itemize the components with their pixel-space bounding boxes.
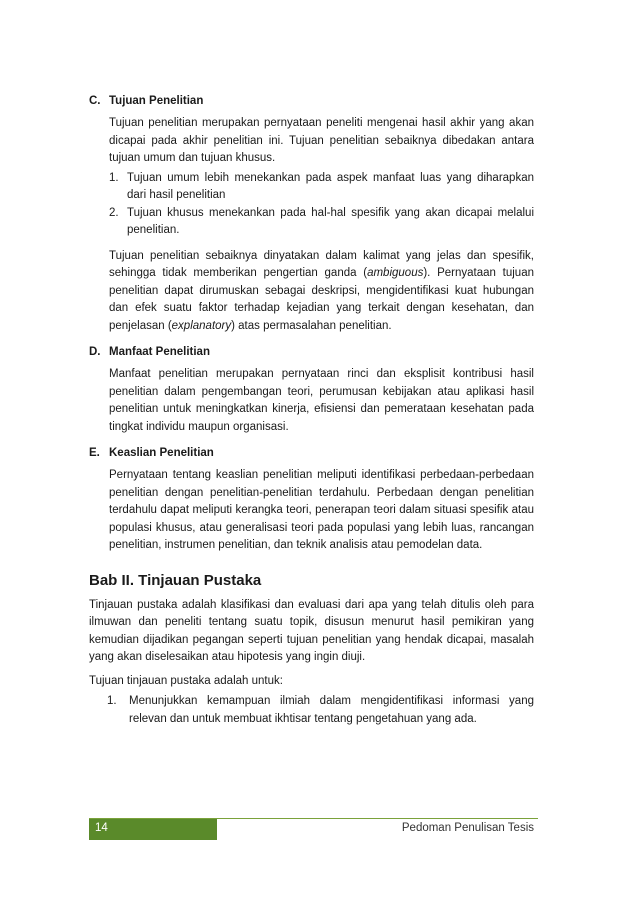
list-number: 2.	[109, 206, 119, 219]
text-run: Tujuan penelitian sebaiknya dinyatakan dalam kalimat yang jelas dan spesifik, sehingga tidak memberikan pengertian ganda (	[109, 249, 534, 279]
paragraph: Pernyataan tentang keaslian penelitian meliputi identifikasi perbedaan-perbedaan penelitian dengan penelitian-penelitian terdahulu. Perbedaan dengan penelitian terdahulu dapat meliputi kerangka teori, penerapan teori dalam situasi spesifik atau populasi khusus, atau generalisasi teori pada populasi yang lebih luas, rancangan penelitian, instrumen penelitian, dan teknik analisis atau pemodelan data.	[109, 469, 534, 551]
section-letter: E.	[89, 447, 100, 459]
section-keaslian-penelitian	[89, 446, 534, 555]
list-item	[89, 205, 534, 240]
italic-term: ambiguous	[367, 267, 424, 279]
section-body	[109, 366, 534, 436]
section-title: Manfaat Penelitian	[109, 346, 210, 358]
paragraph: Tujuan tinjauan pustaka adalah untuk:	[89, 674, 283, 687]
text-run: ) atas permasalahan penelitian.	[231, 319, 392, 332]
section-letter: C.	[89, 95, 101, 107]
section-title: Tujuan Penelitian	[109, 95, 204, 107]
page-number-box	[89, 819, 217, 840]
list-number: 1.	[107, 695, 117, 707]
section-body	[109, 248, 534, 336]
footer-title: Pedoman Penulisan Tesis	[401, 822, 534, 834]
section-heading	[89, 446, 534, 461]
page-number: 14	[95, 822, 108, 834]
section-heading	[89, 345, 534, 360]
section-body	[109, 467, 534, 555]
paragraph: Manfaat penelitian merupakan pernyataan rinci dan eksplisit kontribusi hasil penelitian dalam pengembangan teori, perumusan kebijakan atau aplikasi hasil penelitian untuk meningkatkan kinerja, efisiensi dan pemerataan kesehatan pada tingkat individu maupun organisasi.	[109, 368, 534, 433]
paragraph	[109, 248, 534, 336]
numbered-list	[89, 170, 534, 240]
section-heading	[89, 94, 534, 109]
list-text: Tujuan khusus menekankan pada hal-hal spesifik yang akan dicapai melalui penelitian.	[127, 206, 534, 236]
section-title: Keaslian Penelitian	[109, 447, 214, 459]
section-letter: D.	[89, 346, 101, 358]
text-run: ). Pernyataan tujuan penelitian dapat dirumuskan sebagai deskripsi, mengidentifikasi kuat hubungan dan efek suatu faktor terhadap kejadian yang terkait dengan kesehatan, dan penjelasan (	[109, 267, 534, 332]
section-manfaat-penelitian	[89, 345, 534, 436]
page-content	[89, 94, 534, 728]
section-tujuan-penelitian	[89, 94, 534, 335]
paragraph: Tinjauan pustaka adalah klasifikasi dan evaluasi dari apa yang telah ditulis oleh para ilmuwan dan peneliti tentang suatu topik, disusun menurut hasil pemikiran yang kemudian dijadikan pegangan seperti tujuan penelitian yang hendak dicapai, masalah yang akan diselesaikan atau hipotesis yang ingin diuji.	[89, 598, 534, 663]
paragraph: Tujuan penelitian merupakan pernyataan peneliti mengenai hasil akhir yang akan dicapai pada akhir penelitian ini. Tujuan penelitian sebaiknya dibedakan antara tujuan umum dan tujuan khusus.	[109, 117, 534, 164]
list-text: Menunjukkan kemampuan ilmiah dalam mengidentifikasi informasi yang relevan dan untuk membuat ikhtisar tentang pengetahuan yang ada.	[129, 695, 534, 725]
list-item	[89, 170, 534, 205]
list-text: Tujuan umum lebih menekankan pada aspek manfaat luas yang diharapkan dari hasil penelitian	[127, 171, 534, 201]
section-body	[109, 115, 534, 168]
italic-term: explanatory	[171, 319, 232, 332]
chapter-title: Bab II. Tinjauan Pustaka	[89, 571, 262, 589]
page-footer	[89, 818, 538, 842]
list-item	[89, 693, 534, 728]
list-number: 1.	[109, 171, 119, 184]
numbered-list	[89, 693, 534, 728]
